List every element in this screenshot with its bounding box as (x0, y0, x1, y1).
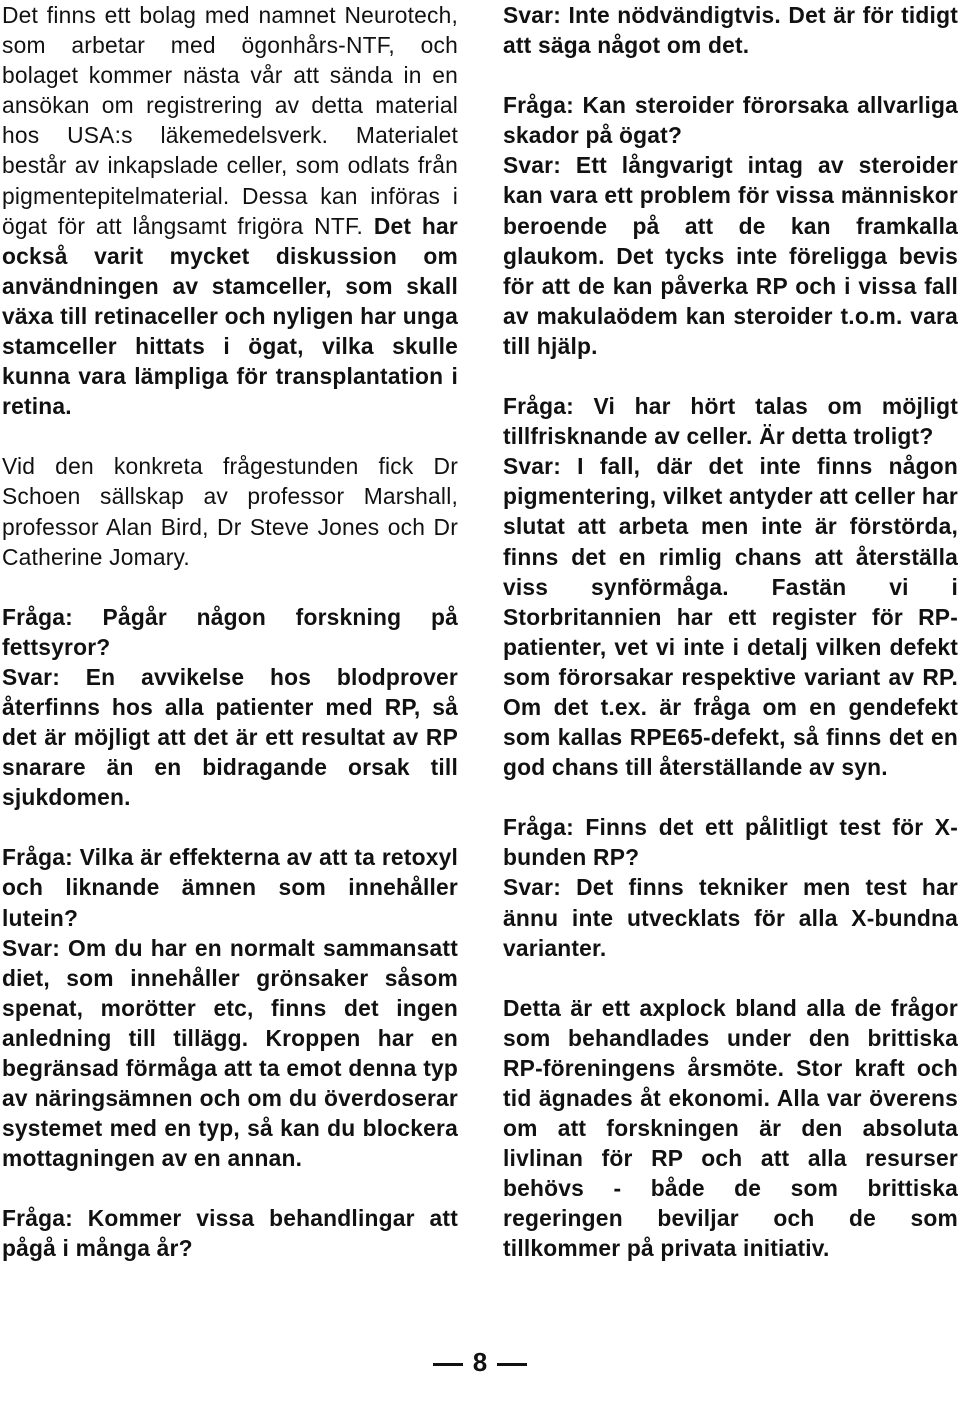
question-fatty-acids: Fråga: Pågår någon forskning på fettsyror? (2, 603, 458, 660)
right-dash (497, 1363, 527, 1366)
question-steroids: Fråga: Kan steroider förorsaka allvarliga skador på ögat? (503, 92, 958, 149)
left-column (2, 0, 458, 1264)
answer-retoxyl: Svar: Om du har en normalt sammansatt diet, som innehåller grönsaker såsom spenat, morötter etc, finns det ingen anledning till tillägg. Kroppen har en begränsad förmåga att ta emot denna typ av näringsämnen och om du överdoserar systemet med en typ, så kan du blockera mottagningen av en annan. (2, 934, 458, 1172)
question-x-linked-test: Fråga: Finns det ett pålitligt test för X-bunden RP? (503, 814, 958, 871)
answer-x-linked-test: Svar: Det finns tekniker men test har ännu inte utvecklats för alla X-bundna varianter. (503, 874, 958, 961)
closing-paragraph: Detta är ett axplock bland alla de frågor som behandlades under den brittiska RP-föreningens årsmöte. Stor kraft och tid ägnades åt ekonomi. Alla var överens om att forskningen är den absoluta livlinan för RP och att alla resurser behövs - både de som brittiska regeringen beviljar och de som tillkommer på privata initiativ. (503, 994, 958, 1262)
question-treatments-duration: Fråga: Kommer vissa behandlingar att pågå i många år? (2, 1205, 458, 1262)
question-retoxyl: Fråga: Vilka är effekterna av att ta retoxyl och liknande ämnen som innehåller lutein? (2, 844, 458, 931)
page-number (0, 1347, 960, 1377)
right-column (503, 0, 958, 1264)
answer-treatments-duration: Svar: Inte nödvändigtvis. Det är för tidigt att säga något om det. (503, 2, 958, 59)
intro-paragraph (2, 0, 458, 421)
answer-cell-recovery: Svar: I fall, där det inte finns någon pigmentering, vilket antyder att celler har slutat att arbeta men inte är förstörda, finns det en rimlig chans att återställa viss synförmåga. Fastän vi i Storbritannien har ett register för RP-patienter, vet vi inte i detalj vilken defekt som förorsakar respektive variant av RP. Om det t.ex. är fråga om en gendefekt som kallas RPE65-defekt, så finns det en god chans till återställande av syn. (503, 453, 958, 781)
answer-steroids: Svar: Ett långvarigt intag av steroider kan vara ett problem för vissa människor beroende på att de kan framkalla glaukom. Det tycks inte föreligga bevis för att de kan påverka RP och i vissa fall av makulaödem kan steroider t.o.m. vara till hjälp. (503, 152, 958, 359)
page-number-value: 8 (472, 1347, 488, 1377)
question-cell-recovery: Fråga: Vi har hört talas om möjligt tillfrisknande av celler. Är detta troligt? (503, 393, 958, 450)
left-dash (433, 1363, 463, 1366)
intro-text: Det finns ett bolag med namnet Neurotech, som arbetar med ögonhårs-NTF, och bolaget kommer nästa vår att sända in en ansökan om registrering av detta material hos USA:s läkemedelsverk. Materialet består av inkapslade celler, som odlats från pigmentepitelmaterial. Dessa kan införas i ögat för att långsamt frigöra NTF. (2, 2, 458, 239)
session-paragraph: Vid den konkreta frågestunden fick Dr Schoen sällskap av professor Marshall, professor Alan Bird, Dr Steve Jones och Dr Catherine Jomary. (2, 453, 458, 570)
answer-fatty-acids: Svar: En avvikelse hos blodprover återfinns hos alla patienter med RP, så det är möjligt att det är ett resultat av RP snarare än en bidragande orsak till sjukdomen. (2, 663, 458, 811)
intro-bold-text: Det har också varit mycket diskussion om användningen av stamceller, som skall växa till retinaceller och nyligen har unga stamceller hittats i ögat, vilka skulle kunna vara lämpliga för transplantation i retina. (2, 212, 458, 420)
